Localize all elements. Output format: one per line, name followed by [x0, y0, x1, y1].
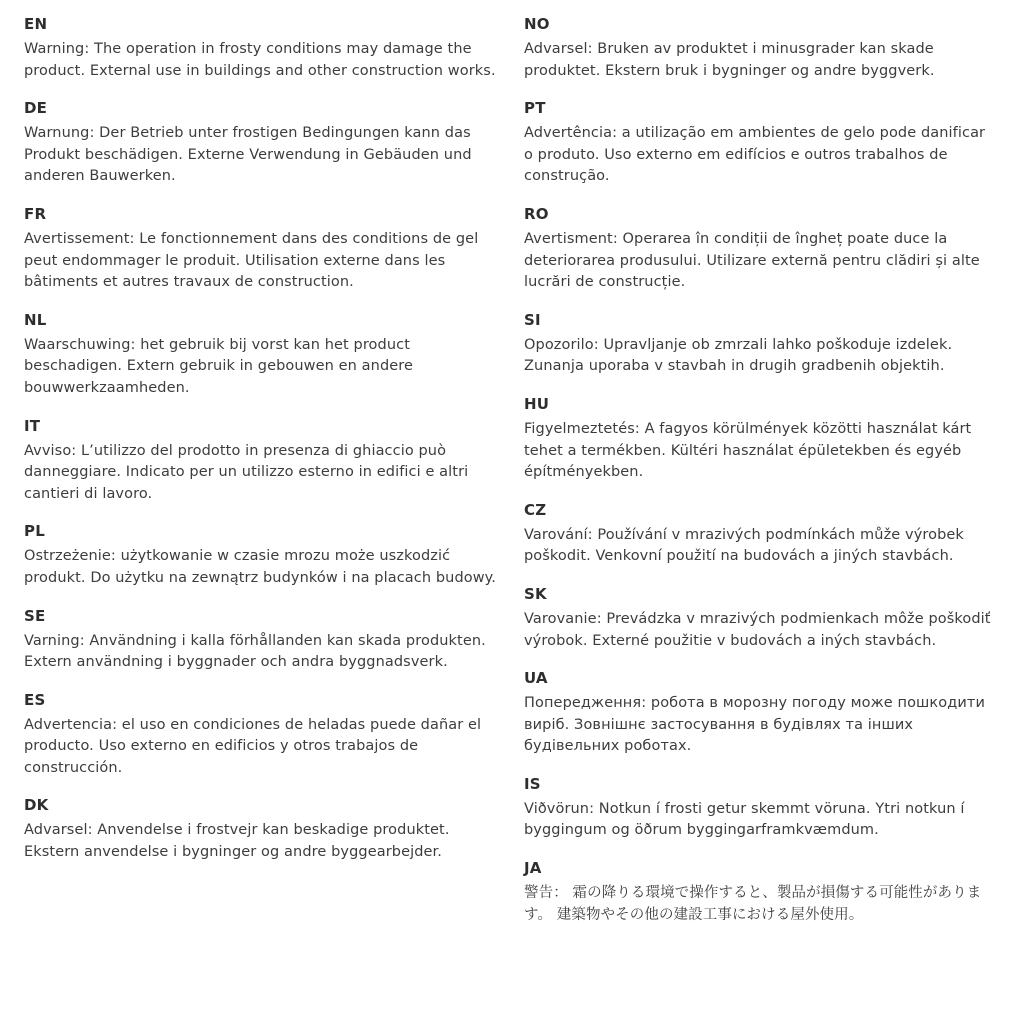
language-code-it: IT [24, 416, 41, 435]
language-section-es [24, 690, 498, 780]
language-section-de [24, 98, 498, 188]
warning-text-hu: Figyelmeztetés: A fagyos körülmények közötti használat kárt tehet a termékben. Kültéri használat épületekben és egyéb építményekben. [524, 420, 972, 481]
language-section-nl [24, 310, 498, 400]
language-section-se [24, 606, 498, 674]
language-code-cz: CZ [524, 500, 547, 519]
language-section-sk [524, 584, 998, 652]
language-code-pl: PL [24, 522, 45, 541]
language-section-en [24, 14, 498, 82]
warning-text-nl: Waarschuwing: het gebruik bij vorst kan het product beschadigen. Extern gebruik in gebouwen en andere bouwwerkzaamheden. [24, 336, 414, 396]
language-code-nl: NL [24, 310, 47, 329]
warning-text-ro: Avertisment: Operarea în condiții de îngheț poate duce la deteriorarea produsului. Utilizare externă pentru clădiri și alte lucrări de construcție. [524, 230, 980, 291]
warning-text-sk: Varovanie: Prevádzka v mrazivých podmienkach môže poškodiť výrobok. Externé použitie v budovách a iných stavbách. [524, 610, 991, 649]
warning-text-se: Varning: Användning i kalla förhållanden kan skada produkten. Extern användning i byggnader och andra byggnadsverk. [24, 632, 486, 671]
language-code-si: SI [524, 310, 541, 329]
language-section-it [24, 416, 498, 506]
warning-text-pl: Ostrzeżenie: użytkowanie w czasie mrozu może uszkodzić produkt. Do użytku na zewnątrz budynków i na placach budowy. [24, 548, 497, 586]
language-code-no: NO [524, 15, 550, 33]
warning-text-dk: Advarsel: Anvendelse i frostvejr kan beskadige produktet. Ekstern anvendelse i bygninger og andre byggearbejder. [24, 822, 450, 861]
warning-text-cz: Varování: Používání v mrazivých podmínkách může výrobek poškodit. Venkovní použití na budovách a jiných stavbách. [524, 526, 964, 565]
language-section-dk [24, 795, 498, 863]
language-section-no [524, 14, 998, 82]
language-code-sk: SK [524, 584, 547, 603]
language-section-ja [524, 858, 998, 926]
warning-text-si: Opozorilo: Upravljanje ob zmrzali lahko poškoduje izdelek. Zunanja uporaba v stavbah in drugih gradbenih objektih. [524, 336, 953, 375]
language-section-hu [524, 394, 998, 484]
language-code-es: ES [24, 690, 46, 709]
language-code-ro: RO [524, 204, 549, 223]
language-section-pl [24, 521, 498, 589]
warning-text-no: Advarsel: Bruken av produktet i minusgrader kan skade produktet. Ekstern bruk i bygninger og andre byggverk. [524, 41, 935, 79]
language-section-cz [524, 500, 998, 568]
warning-text-it: Avviso: L’utilizzo del prodotto in presenza di ghiaccio può danneggiare. Indicato per un utilizzo esterno in edifici e altri cantieri di lavoro. [24, 442, 469, 502]
language-code-fr: FR [24, 204, 47, 223]
warning-text-ja: 警告： 霜の降りる環境で操作すると、製品が損傷する可能性があります。 建築物やその他の建設工事における屋外使用。 [524, 885, 982, 923]
warning-text-de: Warnung: Der Betrieb unter frostigen Bedingungen kann das Produkt beschädigen. Externe Verwendung in Gebäuden und anderen Bauwerken. [24, 125, 472, 185]
language-code-is: IS [524, 774, 541, 793]
language-section-is [524, 774, 998, 842]
language-code-hu: HU [524, 394, 550, 413]
language-section-fr [24, 204, 498, 294]
left-column [24, 14, 498, 1014]
language-code-dk: DK [24, 796, 49, 815]
language-code-pt: PT [524, 99, 546, 118]
language-code-de: DE [24, 99, 48, 118]
language-code-ua: UA [524, 669, 548, 688]
warning-text-en: Warning: The operation in frosty conditions may damage the product. External use in buildings and other construction works. [24, 41, 496, 79]
language-section-pt [524, 98, 998, 188]
language-section-si [524, 310, 998, 378]
language-section-ua [524, 668, 998, 758]
right-column [524, 14, 998, 1014]
warning-text-ua: Попередження: робота в морозну погоду може пошкодити виріб. Зовнішнє застосування в будівлях та інших будівельних роботах. [524, 695, 985, 755]
warning-text-is: Viðvörun: Notkun í frosti getur skemmt vöruna. Ytri notkun í byggingum og öðrum byggingarframkvæmdum. [524, 800, 965, 839]
warning-text-es: Advertencia: el uso en condiciones de heladas puede dañar el producto. Uso externo en edificios y otros trabajos de construcción. [24, 716, 482, 776]
language-code-se: SE [24, 606, 46, 625]
language-code-ja: JA [524, 859, 542, 878]
warning-text-pt: Advertência: a utilização em ambientes de gelo pode danificar o produto. Uso externo em edifícios e outros trabalhos de construção. [524, 125, 986, 185]
warning-text-fr: Avertissement: Le fonctionnement dans des conditions de gel peut endommager le produit. Utilisation externe dans les bâtiments et autres travaux de construction. [24, 230, 479, 291]
language-code-en: EN [24, 15, 48, 33]
language-section-ro [524, 204, 998, 294]
